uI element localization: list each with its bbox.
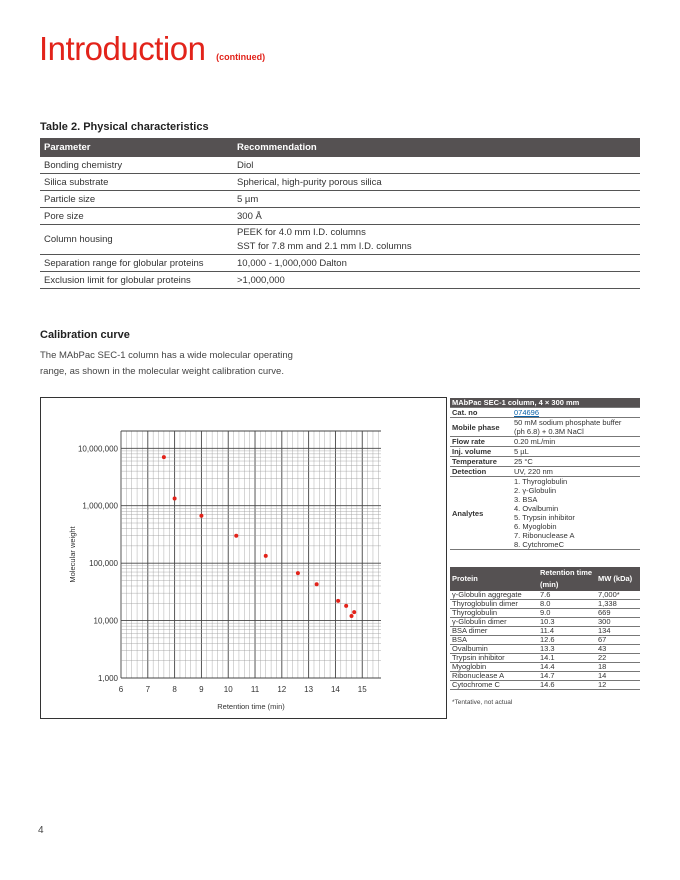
x-tick-label: 7 [145, 685, 151, 694]
paragraph-line: The MAbPac SEC-1 column has a wide molecular operating [40, 350, 293, 361]
mw-cell: 1,338 [596, 600, 640, 609]
data-point [336, 599, 340, 603]
analyte-item: 1. Thyroglobulin [514, 477, 568, 486]
rt-cell: 9.0 [538, 609, 596, 618]
protein-table [450, 567, 640, 690]
table-row [40, 272, 640, 289]
table-row [450, 467, 640, 477]
y-tick-label: 100,000 [89, 559, 118, 569]
table-row [450, 408, 640, 418]
cond-val: 5 µL [512, 447, 640, 457]
analyte-item: 6. Myoglobin [514, 522, 557, 531]
table-row [40, 191, 640, 208]
table-row [450, 437, 640, 447]
mw-cell: 12 [596, 681, 640, 690]
x-tick-label: 12 [277, 685, 287, 694]
rt-cell: 12.6 [538, 636, 596, 645]
cond-key: Mobile phase [450, 418, 512, 437]
value-cell [233, 225, 640, 255]
x-tick-label: 13 [304, 685, 314, 694]
mw-cell: 18 [596, 663, 640, 672]
physical-characteristics-table [40, 138, 640, 289]
value-cell: >1,000,000 [233, 272, 640, 289]
protein-cell: Ovalbumin [450, 645, 538, 654]
param-cell: Column housing [40, 225, 233, 255]
protein-cell: BSA [450, 636, 538, 645]
value-cell: Spherical, high-purity porous silica [233, 174, 640, 191]
data-point [199, 514, 203, 518]
mw-cell: 7,000* [596, 591, 640, 600]
data-point [315, 582, 319, 586]
table2-caption: Table 2. Physical characteristics [40, 121, 209, 133]
analytes-key: Analytes [450, 477, 512, 550]
cond-key: Detection [450, 467, 512, 477]
page-number: 4 [38, 825, 44, 836]
mw-cell: 14 [596, 672, 640, 681]
mw-cell: 43 [596, 645, 640, 654]
y-tick-label: 10,000 [93, 616, 118, 626]
chart-svg [41, 398, 448, 720]
calibration-paragraph [40, 348, 330, 380]
value-cell: Diol [233, 157, 640, 174]
protein-cell: γ-Globulin dimer [450, 618, 538, 627]
table-row [450, 681, 640, 690]
cond-key: Flow rate [450, 437, 512, 447]
cond-val-line: (ph 6.8) + 0.3M NaCl [514, 427, 584, 436]
y-tick-label: 1,000 [97, 674, 118, 683]
conditions-title: MAbPac SEC-1 column, 4 × 300 mm [450, 398, 640, 408]
y-axis-label: Molecular weight [68, 526, 77, 583]
cond-val [512, 408, 640, 418]
rt-cell: 14.4 [538, 663, 596, 672]
param-cell: Pore size [40, 208, 233, 225]
value-cell: 5 µm [233, 191, 640, 208]
protein-cell: Thyroglobulin dimer [450, 600, 538, 609]
cond-val [512, 418, 640, 437]
header-protein: Protein [450, 567, 538, 591]
analyte-item: 7. Ribonuclease A [514, 531, 575, 540]
x-tick-label: 15 [357, 685, 367, 694]
param-cell: Exclusion limit for globular proteins [40, 272, 233, 289]
cond-val-line: 50 mM sodium phosphate buffer [514, 418, 622, 427]
param-cell: Silica substrate [40, 174, 233, 191]
title-text: Introduction [39, 30, 206, 67]
analyte-item: 4. Ovalbumin [514, 504, 559, 513]
calibration-heading: Calibration curve [40, 329, 130, 341]
value-line: SST for 7.8 mm and 2.1 mm I.D. columns [237, 241, 412, 252]
data-point [173, 496, 177, 500]
mw-cell: 134 [596, 627, 640, 636]
rt-cell: 10.3 [538, 618, 596, 627]
paragraph-line: range, as shown in the molecular weight calibration curve. [40, 366, 284, 377]
conditions-table [450, 398, 640, 550]
cond-val: UV, 220 nm [512, 467, 640, 477]
calibration-chart [40, 397, 447, 719]
table-header-row [450, 567, 640, 591]
data-point [344, 604, 348, 608]
data-point [264, 554, 268, 558]
rt-cell: 14.7 [538, 672, 596, 681]
table-row [40, 208, 640, 225]
table-row [450, 418, 640, 437]
header-parameter: Parameter [40, 138, 233, 157]
param-cell: Separation range for globular proteins [40, 255, 233, 272]
cond-val: 25 °C [512, 457, 640, 467]
protein-table-footnote: *Tentative, not actual [452, 699, 513, 706]
mw-cell: 300 [596, 618, 640, 627]
protein-cell: BSA dimer [450, 627, 538, 636]
mw-cell: 669 [596, 609, 640, 618]
data-point [296, 571, 300, 575]
protein-cell: Trypsin inhibitor [450, 654, 538, 663]
data-point [350, 614, 354, 618]
param-cell: Bonding chemistry [40, 157, 233, 174]
x-axis-label: Retention time (min) [217, 702, 285, 711]
title-continued: (continued) [216, 52, 266, 62]
header-recommendation: Recommendation [233, 138, 640, 157]
rt-cell: 13.3 [538, 645, 596, 654]
protein-cell: Cytochrome C [450, 681, 538, 690]
table-row [40, 225, 640, 255]
data-point [162, 455, 166, 459]
table-row [450, 447, 640, 457]
mw-cell: 67 [596, 636, 640, 645]
param-cell: Particle size [40, 191, 233, 208]
cat-no-link[interactable]: 074696 [514, 408, 540, 417]
protein-cell: γ-Globulin aggregate [450, 591, 538, 600]
x-tick-label: 9 [199, 685, 204, 694]
value-cell: 10,000 - 1,000,000 Dalton [233, 255, 640, 272]
cond-val: 0.20 mL/min [512, 437, 640, 447]
page-title [39, 30, 265, 68]
x-tick-label: 14 [330, 685, 340, 694]
data-point [352, 610, 356, 614]
y-tick-label: 10,000,000 [77, 444, 118, 454]
rt-cell: 11.4 [538, 627, 596, 636]
table-row [40, 157, 640, 174]
analyte-item: 8. CytchromeC [514, 540, 565, 549]
analyte-item: 3. BSA [514, 495, 538, 504]
table-row [40, 255, 640, 272]
cond-key: Cat. no [450, 408, 512, 418]
y-tick-label: 1,000,000 [82, 501, 118, 511]
mw-cell: 22 [596, 654, 640, 663]
table-row [450, 477, 640, 550]
table-row [40, 174, 640, 191]
rt-cell: 14.1 [538, 654, 596, 663]
rt-cell: 7.6 [538, 591, 596, 600]
x-tick-label: 10 [223, 685, 233, 694]
x-tick-label: 6 [118, 685, 124, 694]
rt-cell: 8.0 [538, 600, 596, 609]
value-cell: 300 Å [233, 208, 640, 225]
cond-key: Inj. volume [450, 447, 512, 457]
cond-key: Temperature [450, 457, 512, 467]
header-retention: Retention time (min) [538, 567, 596, 591]
protein-cell: Myoglobin [450, 663, 538, 672]
x-tick-label: 11 [250, 685, 260, 694]
header-mw: MW (kDa) [596, 567, 640, 591]
protein-cell: Ribonuclease A [450, 672, 538, 681]
rt-cell: 14.6 [538, 681, 596, 690]
analytes-list [512, 477, 640, 550]
analyte-item: 5. Trypsin inhibitor [514, 513, 575, 522]
x-tick-label: 8 [172, 685, 177, 694]
data-point [234, 534, 238, 538]
table-row [450, 457, 640, 467]
value-line: PEEK for 4.0 mm I.D. columns [237, 227, 366, 238]
protein-cell: Thyroglobulin [450, 609, 538, 618]
analyte-item: 2. γ-Globulin [514, 486, 557, 495]
table-header-row [40, 138, 640, 157]
conditions-header [450, 398, 640, 408]
